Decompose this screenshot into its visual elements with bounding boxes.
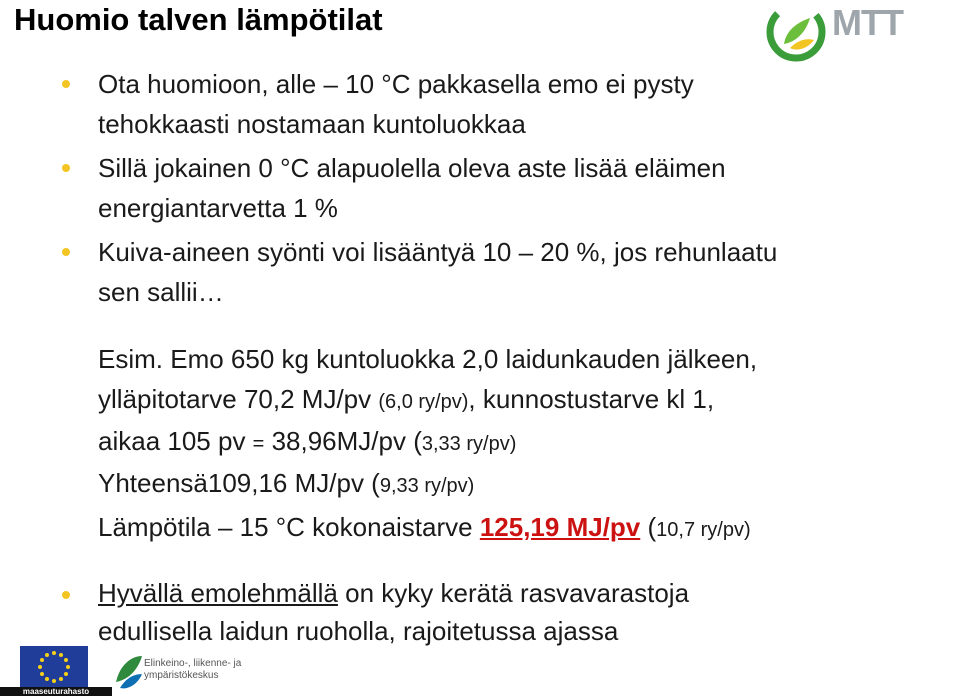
bullet-2-line-2: energiantarvetta 1 % bbox=[98, 193, 338, 223]
underlined-text: Hyvällä emolehmällä bbox=[98, 578, 338, 608]
example-small-text: 9,33 ry/pv) bbox=[379, 475, 475, 497]
ely-text-line-2: ympäristökeskus bbox=[144, 670, 219, 681]
mtt-logo-text: MTT bbox=[832, 2, 903, 43]
example-text: 38,96MJ/pv ( bbox=[264, 426, 422, 456]
example-small-text: (6,0 ry/pv) bbox=[378, 391, 469, 413]
example-small-text: 3,33 ry/pv) bbox=[421, 433, 517, 455]
example-line-3 bbox=[98, 424, 516, 461]
example-line-1: Esim. Emo 650 kg kuntoluokka 2,0 laidunkauden jälkeen, bbox=[98, 344, 758, 374]
ely-emblem-icon bbox=[114, 652, 144, 692]
example-small-text: 10,7 ry/pv) bbox=[656, 519, 751, 541]
ely-text bbox=[144, 658, 241, 682]
ely-centre-logo bbox=[112, 642, 242, 696]
bullet-4-line-1 bbox=[98, 576, 689, 610]
example-small-text: = bbox=[252, 433, 265, 455]
example-text: Yhteensä109,16 MJ/pv ( bbox=[98, 468, 380, 498]
example-line-2 bbox=[98, 382, 714, 419]
total-energy-highlight: 125,19 MJ/pv bbox=[479, 512, 641, 542]
mtt-leaf-icon bbox=[764, 0, 828, 64]
slide-title: Huomio talven lämpötilat bbox=[14, 2, 383, 37]
bullet-text: on kyky kerätä rasvavarastoja bbox=[337, 578, 690, 608]
bullet-dot bbox=[62, 164, 70, 172]
bullet-dot bbox=[62, 80, 70, 88]
bullet-3-line-1: Kuiva-aineen syönti voi lisääntyä 10 – 20 %, jos rehunlaatu bbox=[98, 237, 778, 267]
bullet-2-line-1: Sillä jokainen 0 °C alapuolella oleva aste lisää eläimen bbox=[98, 153, 726, 183]
ely-text-line-1: Elinkeino-, liikenne- ja bbox=[144, 658, 242, 669]
bullet-4-line-2: edullisella laidun ruoholla, rajoitetussa ajassa bbox=[98, 616, 619, 646]
example-line-4 bbox=[98, 466, 474, 503]
bullet-dot bbox=[62, 591, 70, 599]
bullet-dot bbox=[62, 248, 70, 256]
example-text: ( bbox=[640, 512, 657, 542]
example-text: , kunnostustarve kl 1, bbox=[468, 384, 715, 414]
example-text: Lämpötila – 15 °C kokonaistarve bbox=[98, 512, 480, 542]
bullet-1-line-2: tehokkaasti nostamaan kuntoluokkaa bbox=[98, 109, 526, 139]
example-text: ylläpitotarve 70,2 MJ/pv bbox=[98, 384, 379, 414]
bullet-3-line-2: sen sallii… bbox=[98, 277, 224, 307]
eu-caption: maaseuturahasto bbox=[0, 687, 112, 696]
mtt-logo bbox=[764, 0, 944, 64]
eu-flag-icon bbox=[20, 646, 88, 688]
example-text: aikaa 105 pv bbox=[98, 426, 253, 456]
bullet-1-line-1: Ota huomioon, alle – 10 °C pakkasella emo ei pysty bbox=[98, 69, 694, 99]
example-line-5 bbox=[98, 510, 751, 547]
eu-rural-fund-logo bbox=[0, 642, 112, 696]
